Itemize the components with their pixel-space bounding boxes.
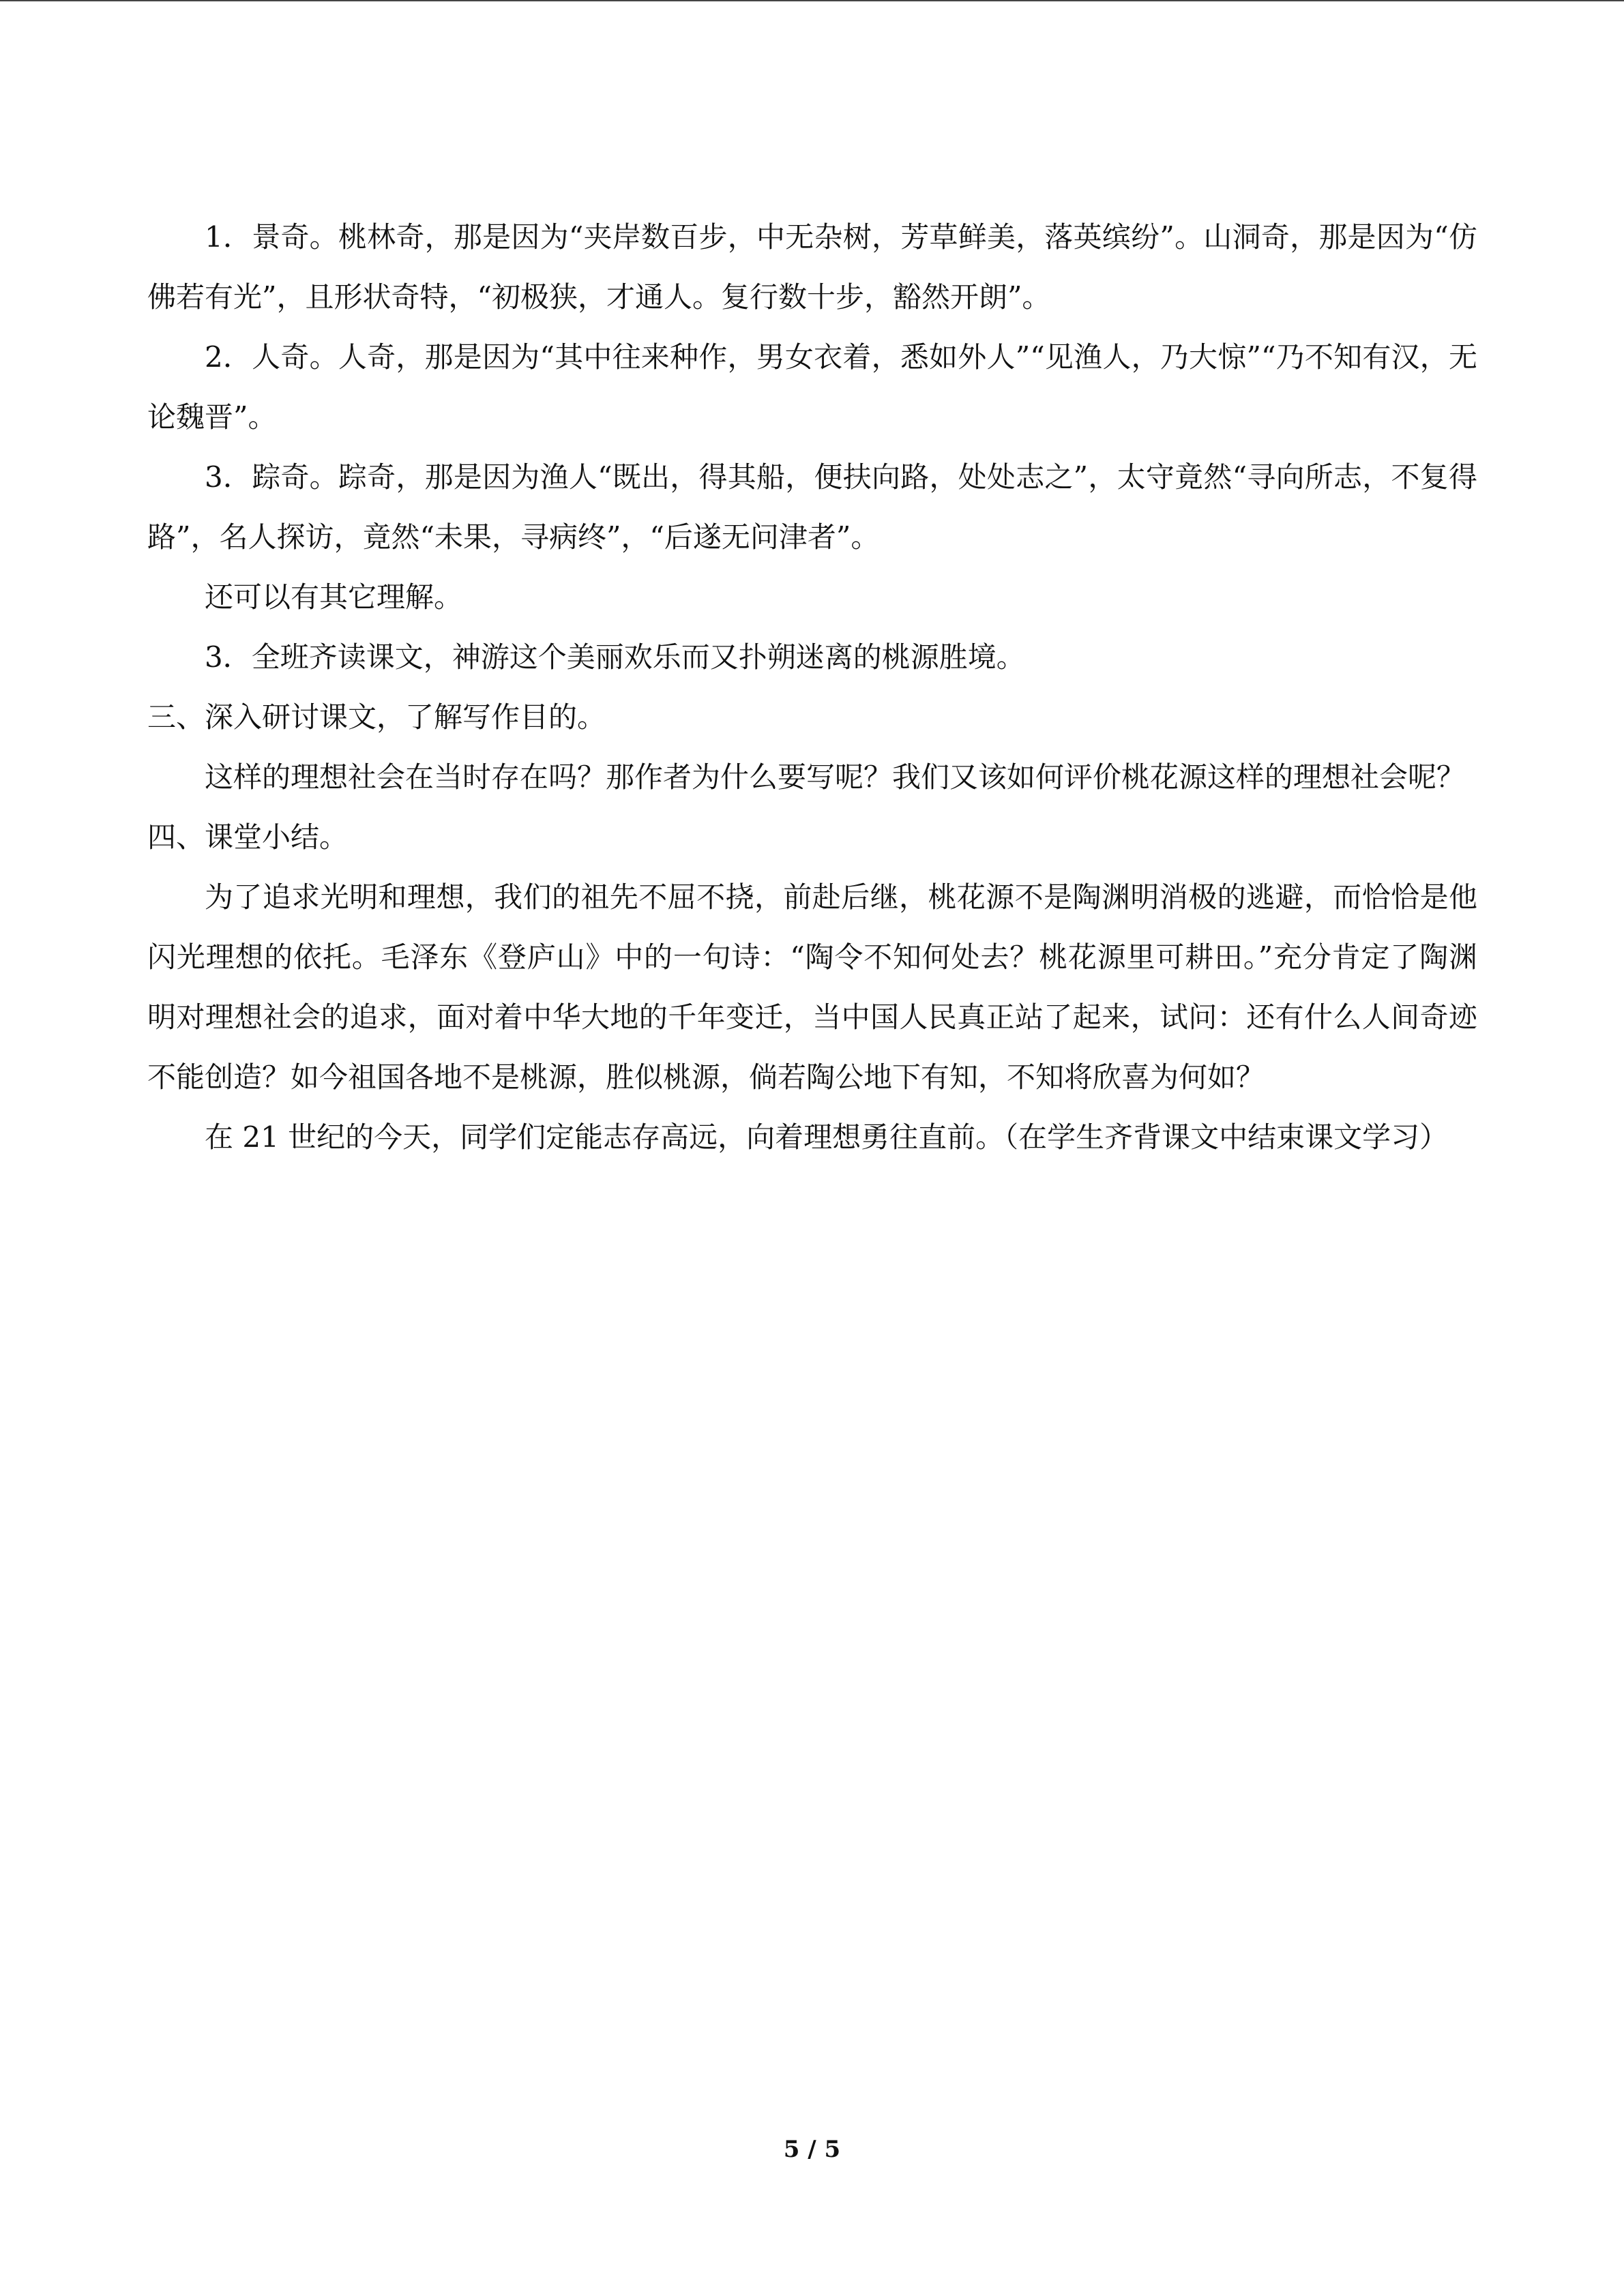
- section-heading-3: 三、深入研讨课文，了解写作目的。: [147, 700, 606, 734]
- paragraph-closing: 在 21 世纪的今天，同学们定能志存高远，向着理想勇往直前。（在学生齐背课文中结束课文学习）: [205, 1120, 1449, 1154]
- paragraph-other-understanding: 还可以有其它理解。: [205, 580, 463, 614]
- document-body: [147, 207, 1477, 1167]
- paragraph-people-wonder: 2．人奇。人奇，那是因为“其中往来种作，男女衣着，悉如外人”“见渔人，乃大惊”“乃不知有汉，无论魏晋”。: [147, 340, 1477, 434]
- paragraph-scenery-wonder: 1．景奇。桃林奇，那是因为“夹岸数百步，中无杂树，芳草鲜美，落英缤纷”。山洞奇，那是因为“仿佛若有光”，且形状奇特，“初极狭，才通人。复行数十步，豁然开朗”。: [147, 220, 1477, 314]
- paragraph-discussion-question: 这样的理想社会在当时存在吗？那作者为什么要写呢？我们又该如何评价桃花源这样的理想社会呢？: [205, 760, 1466, 794]
- page-number: 5 / 5: [783, 2136, 841, 2163]
- page-top-border: [0, 0, 1624, 1]
- paragraph-class-reading: 3．全班齐读课文，神游这个美丽欢乐而又扑朔迷离的桃源胜境。: [205, 640, 1025, 674]
- paragraph-trace-wonder: 3．踪奇。踪奇，那是因为渔人“既出，得其船，便扶向路，处处志之”，太守竟然“寻向所志，不复得路”，名人探访，竟然“未果，寻病终”，“后遂无问津者”。: [147, 460, 1477, 554]
- section-heading-4: 四、课堂小结。: [147, 820, 349, 854]
- paragraph-summary: 为了追求光明和理想，我们的祖先不屈不挠，前赴后继，桃花源不是陶渊明消极的逃避，而恰恰是他闪光理想的依托。毛泽东《登庐山》中的一句诗：“陶令不知何处去？桃花源里可耕田。”充分肯定了陶渊明对理想社会的追求，面对着中华大地的千年变迁，当中国人民真正站了起来，试问：还有什么人间奇迹不能创造？如今祖国各地不是桃源，胜似桃源，倘若陶公地下有知，不知将欣喜为何如？: [147, 880, 1477, 1094]
